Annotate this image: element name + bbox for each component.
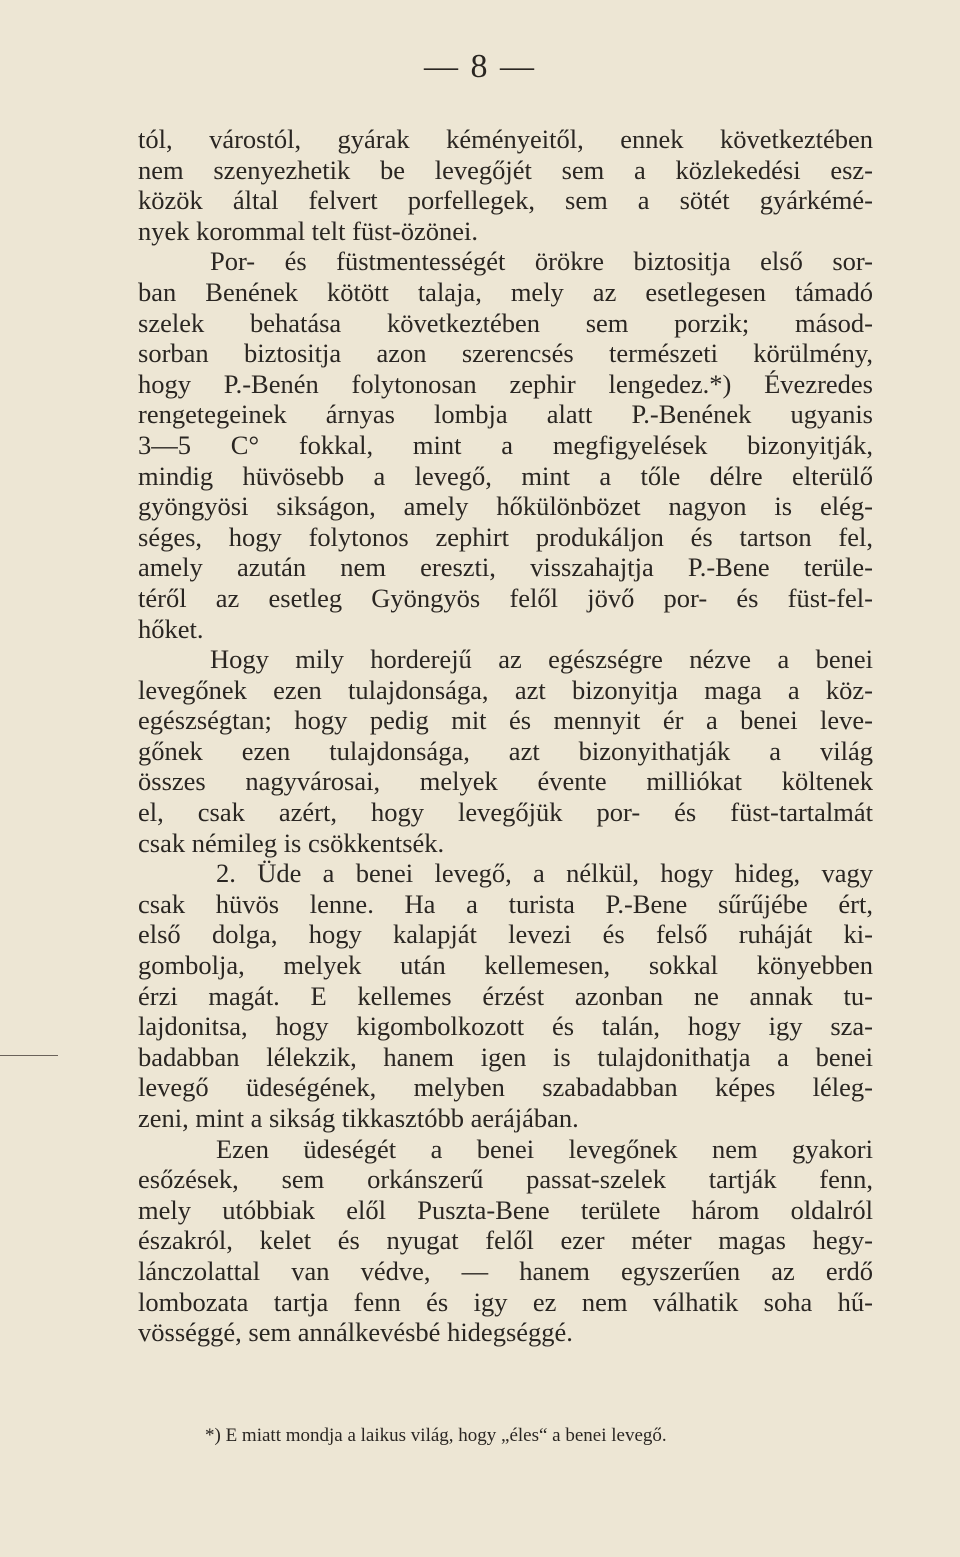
text-line: sorban biztositja azon szerencsés természeti körülmény,	[138, 338, 873, 369]
text-line: Por- és füstmentességét örökre biztositja első sor-	[210, 246, 873, 277]
text-line: esőzések, sem orkánszerű passat-szelek tartják fenn,	[138, 1164, 873, 1195]
text-line: közök által felvert porfellegek, sem a sötét gyárkémé-	[138, 185, 873, 216]
text-line: első dolga, hogy kalapját levezi és felső ruháját ki-	[138, 919, 873, 950]
margin-mark	[0, 1055, 58, 1056]
text-line: érzi magát. E kellemes érzést azonban ne annak tu-	[138, 980, 873, 1011]
text-line: csak némileg is csökkentsék.	[138, 827, 445, 858]
text-line: zeni, mint a sikság tikkasztóbb aerájában.	[138, 1103, 579, 1133]
text-line: téről az esetleg Gyöngyös felől jövő por- és füst-fel-	[138, 582, 873, 613]
text-line: hogy P.-Benén folytonosan zephir lengedez.*) Évezredes	[138, 368, 873, 399]
text-line: északról, kelet és nyugat felől ezer méter magas hegy-	[138, 1225, 873, 1256]
text-line: ban Benének kötött talaja, mely az esetlegesen támadó	[138, 276, 873, 307]
text-line: 3—5 C° fokkal, mint a megfigyelések bizonyitják,	[138, 429, 873, 460]
page-number: — 8 —	[424, 48, 536, 85]
text-line: nem szenyezhetik be levegőjét sem a közlekedési esz-	[138, 154, 873, 185]
text-line: gombolja, melyek után kellemesen, sokkal könyebben	[138, 950, 873, 981]
text-line: mindig hüvösebb a levegő, mint a tőle délre elterülő	[138, 460, 873, 491]
text-line: lánczolattal van védve, — hanem egyszerűen az erdő	[138, 1255, 873, 1286]
text-line: lombozata tartja fenn és igy ez nem válhatik soha hű-	[138, 1286, 873, 1317]
text-line: Hogy mily horderejű az egészségre nézve a benei	[210, 644, 873, 675]
text-line: gőnek ezen tulajdonsága, azt bizonyithatják a világ	[138, 735, 873, 766]
text-line: egészségtan; hogy pedig mit és mennyit ér a benei leve-	[138, 705, 873, 736]
text-line: Ezen üdeségét a benei levegőnek nem gyakori	[216, 1133, 873, 1164]
text-line: tól, várostól, gyárak kéményeitől, ennek következtében	[138, 124, 873, 154]
text-line: el, csak azért, hogy levegőjük por- és füst-tartalmát	[138, 797, 873, 828]
text-line: vösséggé, sem annálkevésbé hidegséggé.	[138, 1317, 573, 1348]
text-line: gyöngyösi sikságon, amely hőkülönbözet nagyon is elég-	[138, 491, 873, 522]
text-line: nyek korommal telt füst-özönei.	[138, 215, 478, 246]
text-line: levegő üdeségének, melyben szabadabban képes léleg-	[138, 1072, 873, 1103]
text-line: mely utóbbiak elől Puszta-Bene területe három oldalról	[138, 1194, 873, 1225]
text-line: 2. Üde a benei levegő, a nélkül, hogy hideg, vagy	[216, 858, 873, 889]
text-line: amely azután nem ereszti, visszahajtja P.-Bene terüle-	[138, 552, 873, 583]
text-line: levegőnek ezen tulajdonsága, azt bizonyitja maga a köz-	[138, 674, 873, 705]
text-line: hőket.	[138, 613, 204, 644]
footnote: *) E miatt mondja a laikus világ, hogy „éles“ a benei levegő.	[205, 1425, 667, 1446]
text-line: séges, hogy folytonos zephirt produkáljon és tartson fel,	[138, 521, 873, 552]
text-line: összes nagyvárosai, melyek évente milliókat költenek	[138, 766, 873, 797]
body-text	[138, 124, 873, 1348]
text-line: szelek behatása következtében sem porzik; másod-	[138, 307, 873, 338]
text-line: rengetegeinek árnyas lombja alatt P.-Benének ugyanis	[138, 399, 873, 430]
text-line: csak hüvös lenne. Ha a turista P.-Bene sűrűjébe ért,	[138, 888, 873, 919]
text-line: lajdonitsa, hogy kigombolkozott és talán, hogy igy sza-	[138, 1011, 873, 1042]
text-line: badabban lélekzik, hanem igen is tulajdonithatja a benei	[138, 1041, 873, 1072]
